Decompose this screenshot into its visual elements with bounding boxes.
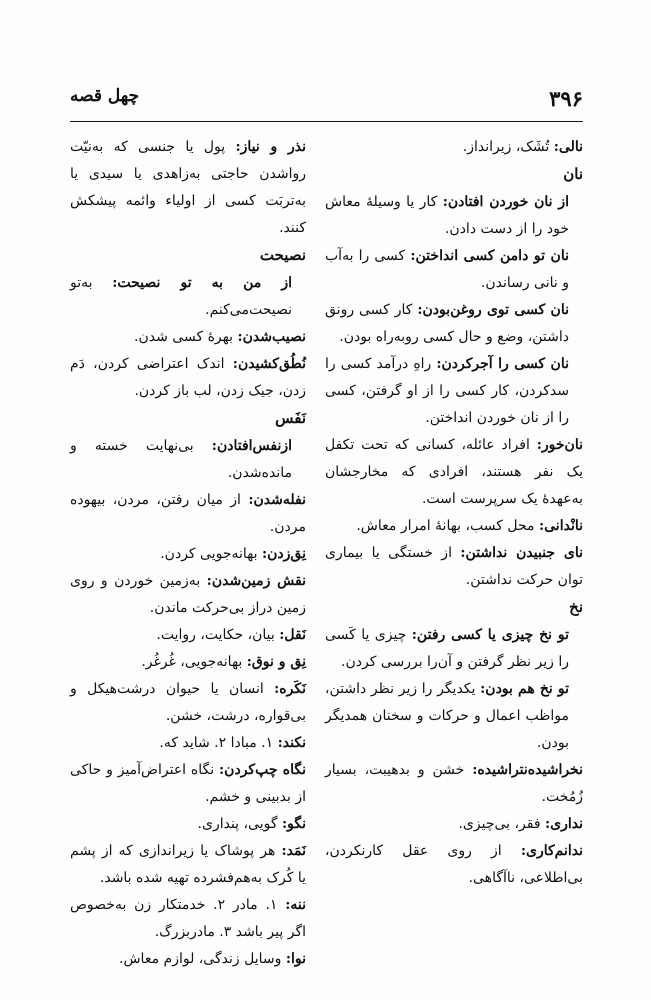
sub-entry <box>325 676 583 757</box>
dictionary-entry <box>70 351 306 405</box>
sub-entry <box>325 243 583 297</box>
dictionary-entry <box>70 811 306 838</box>
dictionary-entry <box>70 649 306 676</box>
entry-definition: وسایل زندگی، لوازم معاش. <box>119 951 282 967</box>
entry-definition: خشن و بدهیبت، بسیار زُمُخت. <box>325 762 583 805</box>
entry-term: نانْدانی: <box>538 518 583 534</box>
entry-term: نذر و نیاز: <box>235 139 306 155</box>
dictionary-entry <box>70 730 306 757</box>
entry-definition: بهانه‌جویی کردن. <box>160 546 258 562</box>
section-heading <box>325 594 583 622</box>
sub-entry <box>70 270 306 324</box>
left-column <box>70 134 306 973</box>
dictionary-entry <box>70 946 306 973</box>
dictionary-entry <box>70 324 306 351</box>
entry-definition: نگاه اعتراض‌آمیز و حاکی از بدبینی و خشم. <box>70 762 306 805</box>
section-heading <box>325 161 583 189</box>
heading-text: نان <box>563 165 583 183</box>
entry-term: نالی: <box>553 139 583 155</box>
entry-definition: کار یا وسیلهٔ معاش خود را از دست دادن. <box>325 194 569 237</box>
entry-definition: بیان، حکایت، روایت. <box>156 627 275 643</box>
entry-definition: یکدیگر را زیر نظر داشتن، مواظب اعمال و حرکات و سخنان همدیگر بودن. <box>325 681 569 751</box>
entry-term: نوا: <box>285 951 306 967</box>
dictionary-entry <box>70 622 306 649</box>
entry-term: نگو: <box>281 816 306 832</box>
entry-definition: از خستگی یا بیماری توان حرکت نداشتن. <box>325 545 583 588</box>
entry-term: نَکَره: <box>274 681 306 697</box>
entry-definition: از میان رفتن، مردن، بیهوده مردن. <box>70 492 306 535</box>
entry-definition: انسان یا حیوان درشت‌هیکل و بی‌قواره، درشت، خشن. <box>70 681 306 724</box>
entry-term: نَمَد: <box>281 843 307 859</box>
heading-text: نصیحت <box>259 246 306 264</box>
entry-term: تو نخ چیزی یا کسی رفتن: <box>411 627 570 643</box>
heading-text: نَفَس <box>275 409 306 427</box>
entry-definition: محل کسب، بهانهٔ امرار معاش. <box>356 518 535 534</box>
page-number: ۳۹۶ <box>549 86 583 111</box>
dictionary-entry <box>325 838 583 892</box>
dictionary-entry <box>325 134 583 161</box>
dictionary-entry <box>70 757 306 811</box>
entry-term: نفله‌شدن: <box>248 492 306 508</box>
entry-definition: به‌تو نصیحت‌می‌کنم. <box>70 275 292 318</box>
dictionary-entry <box>70 541 306 568</box>
right-column <box>325 134 583 892</box>
entry-term: از نان خوردن افتادن: <box>442 194 569 210</box>
dictionary-entry <box>325 432 583 513</box>
entry-definition: چیزی یا کَسی را زیر نظر گرفتن و آن‌را بررسی کردن. <box>325 627 569 670</box>
sub-entry <box>70 433 306 487</box>
sub-entry <box>325 351 583 432</box>
entry-definition: تُشَک، زیرانداز. <box>462 139 550 155</box>
dictionary-entry <box>70 892 306 946</box>
entry-definition: کسی را به‌آب و نانی رساندن. <box>325 248 569 291</box>
entry-term: نِق‌زدن: <box>261 546 306 562</box>
entry-term: نگاه چپ‌کردن: <box>219 762 306 778</box>
sub-entry <box>325 297 583 351</box>
entry-term: نقش زمین‌شدن: <box>206 573 306 589</box>
entry-term: نان کسی توی روغن‌بودن: <box>417 302 569 318</box>
entry-term: نای جنبیدن نداشتن: <box>460 545 584 561</box>
entry-definition: هر پوشاک یا زیراندازی که از پشم یا کُرک به‌هم‌فشرده تهیه شده باشد. <box>70 843 306 886</box>
entry-term: تو نخ هم بودن: <box>480 681 570 697</box>
entry-definition: افراد عائله، کسانی که تحت تکفل یک نفر هستند، افرادی که مخارجشان به‌عهدهٔ یک سرپرست است. <box>325 437 583 507</box>
entry-definition: ۱. مادر ۲. خدمتکار زن به‌خصوص اگر پیر باشد ۳. مادربزرگ. <box>70 897 306 940</box>
dictionary-entry <box>70 134 306 242</box>
entry-definition: گویی، پنداری. <box>197 816 278 832</box>
sub-entry <box>325 622 583 676</box>
entry-term: نان‌خور: <box>536 437 583 453</box>
entry-definition: بهرهٔ کسی شدن. <box>134 329 233 345</box>
entry-term: ندانم‌کاری: <box>520 843 583 859</box>
entry-definition: بی‌نهایت خسته و مانده‌شدن. <box>70 438 292 481</box>
entry-term: نان کسی را آجرکردن: <box>436 356 570 372</box>
entry-term: نُطُق‌کشیدن: <box>232 356 307 372</box>
entry-term: نان تو دامن کسی انداختن: <box>410 248 569 264</box>
entry-definition: از روی عقل کارنکردن، بی‌اطلاعی، ناآگاهی. <box>325 843 583 886</box>
entry-term: ننه: <box>285 897 306 913</box>
entry-definition: راهِ درآمد کسی را سدکردن، کار کسی را از او گرفتن، کسی را از نان خوردن انداختن. <box>325 356 569 426</box>
section-heading <box>70 242 306 270</box>
dictionary-entry <box>325 513 583 540</box>
heading-text: نخ <box>569 598 583 616</box>
dictionary-entry <box>70 487 306 541</box>
entry-definition: کار کسی رونق داشتن، وضع و حال کسی روبه‌راه بودن. <box>325 302 569 345</box>
running-title: چهل قصه <box>70 86 140 106</box>
dictionary-entry <box>325 757 583 811</box>
entry-term: نکند: <box>277 735 306 751</box>
entry-definition: اندک اعتراضی کردن، دَم زدن، جیک زدن، لب باز کردن. <box>70 356 306 399</box>
sub-entry <box>325 189 583 243</box>
entry-term: نَقل: <box>279 627 306 643</box>
entry-definition: به‌زمین خوردن و روی زمین دراز بی‌حرکت ماندن. <box>70 573 306 616</box>
entry-definition: پول یا جنسی که به‌نیّت رواشدن حاجتی به‌زاهدی یا سیدی یا به‌تربَت کسی از اولیاء وائمه پیشکش کنند. <box>70 139 306 236</box>
dictionary-entry <box>70 838 306 892</box>
page-header <box>70 86 583 120</box>
entry-definition: بهانه‌جویی، غُرغُر. <box>141 654 243 670</box>
entry-term: نصیب‌شدن: <box>237 329 306 345</box>
entry-definition: ۱. مبادا ۲. شاید که. <box>159 735 274 751</box>
dictionary-entry <box>325 540 583 594</box>
header-rule <box>70 121 583 122</box>
entry-term: نداری: <box>544 816 583 832</box>
dictionary-entry <box>70 568 306 622</box>
section-heading <box>70 405 306 433</box>
entry-term: از من به تو نصیحت: <box>112 275 292 291</box>
dictionary-entry <box>325 811 583 838</box>
entry-definition: فقر، بی‌چیزی. <box>458 816 541 832</box>
entry-term: نِق و نوق: <box>246 654 306 670</box>
entry-term: نخراشیده‌نتراشیده: <box>472 762 583 778</box>
entry-term: ازنفس‌افتادن: <box>211 438 293 454</box>
dictionary-entry <box>70 676 306 730</box>
